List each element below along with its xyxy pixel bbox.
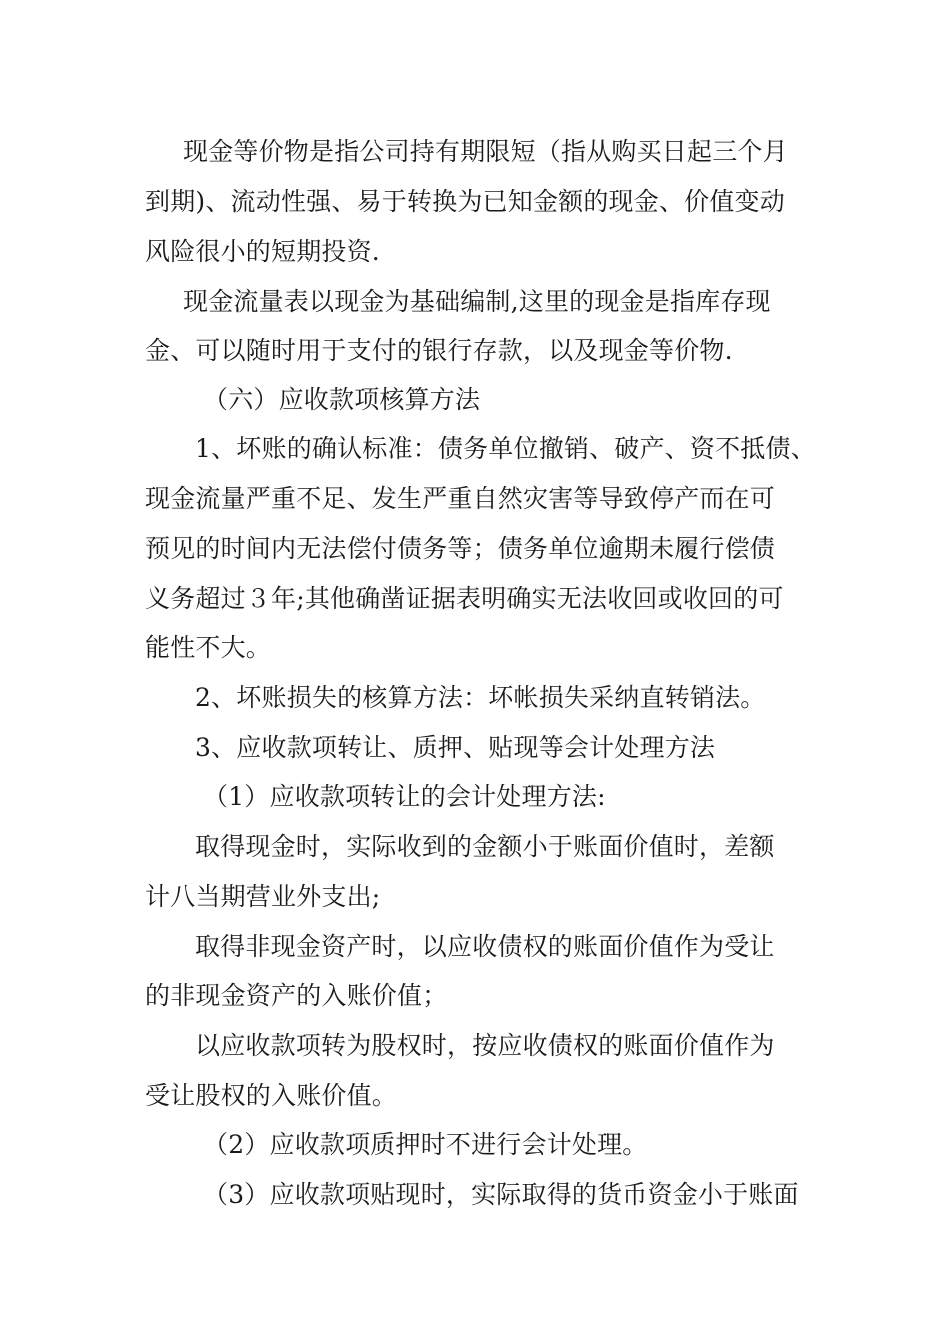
text-line: 到期)、流动性强、易于转换为已知金额的现金、价值变动 (145, 187, 785, 216)
text-line: （1）应收款项转让的会计处理方法: (203, 782, 606, 811)
section-heading: （六）应收款项核算方法 (203, 385, 481, 414)
text-line: 风险很小的短期投资. (145, 237, 380, 266)
text-line: 现金流量严重不足、发生严重自然灾害等导致停产而在可 (145, 484, 776, 513)
text-line: 能性不大。 (145, 633, 272, 662)
text-line: 以应收款项转为股权时，按应收债权的账面价值作为 (195, 1031, 775, 1060)
text-line: 1、坏账的确认标准：债务单位撤销、破产、资不抵债、 (195, 434, 816, 463)
text-line: 3、应收款项转让、质押、贴现等会计处理方法 (195, 733, 716, 762)
text-line: 取得非现金资产时，以应收债权的账面价值作为受让 (195, 932, 775, 961)
text-line: （3）应收款项贴现时，实际取得的货币资金小于账面 (203, 1180, 799, 1209)
text-line: 2、坏账损失的核算方法：坏帐损失采纳直转销法。 (195, 683, 766, 712)
text-line: 受让股权的入账价值。 (145, 1081, 398, 1110)
text-line: 取得现金时，实际收到的金额小于账面价值时，差额 (195, 832, 775, 861)
text-line: 现金流量表以现金为基础编制,这里的现金是指库存现 (183, 287, 771, 316)
text-line: 现金等价物是指公司持有期限短（指从购买日起三个月 (183, 137, 788, 166)
text-line: 计八当期营业外支出; (145, 882, 381, 911)
text-line: 金、可以随时用于支付的银行存款，以及现金等价物. (145, 336, 733, 365)
text-line: （2）应收款项质押时不进行会计处理。 (203, 1130, 648, 1159)
text-line: 的非现金资产的入账价值； (145, 981, 448, 1010)
text-line: 预见的时间内无法偿付债务等；债务单位逾期未履行偿债 (145, 534, 776, 563)
text-line: 义务超过３年;其他确凿证据表明确实无法收回或收回的可 (145, 584, 784, 613)
